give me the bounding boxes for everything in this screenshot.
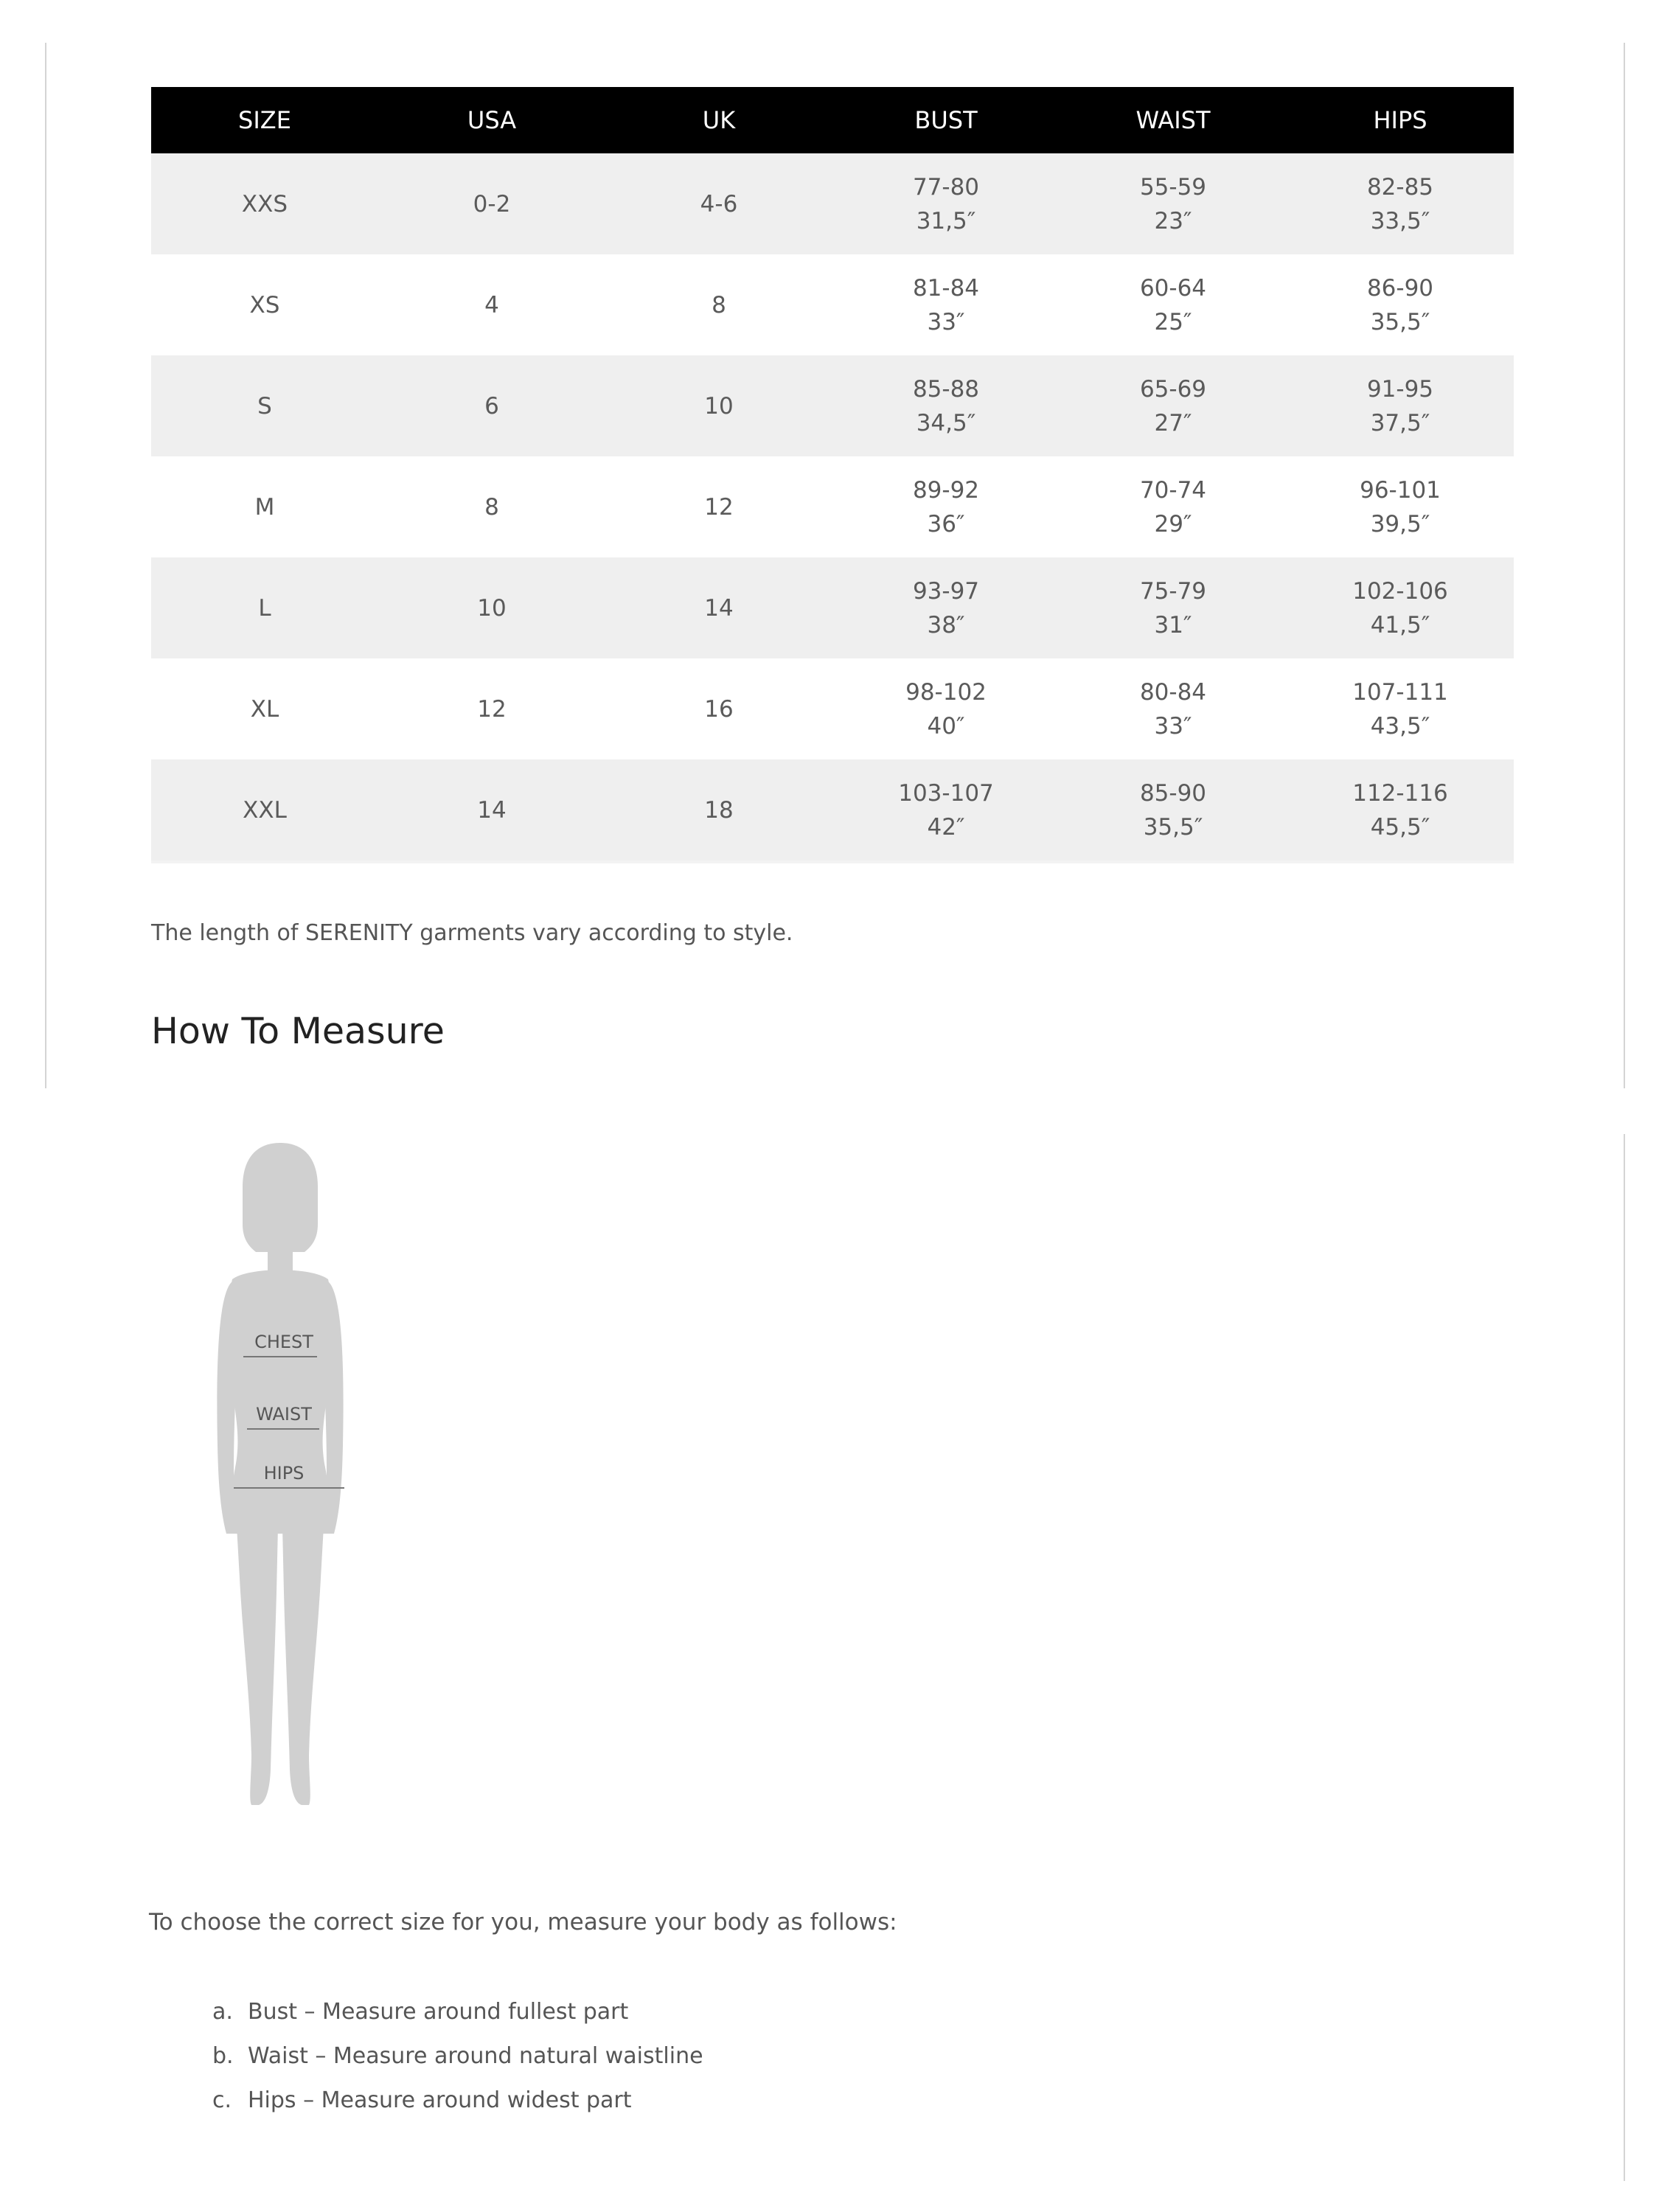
bust-inches: 31,5″ (916, 207, 976, 234)
table-row (151, 456, 1514, 557)
hips-cell (1287, 456, 1514, 557)
bust-inches: 34,5″ (916, 409, 976, 437)
size-cell: XXL (151, 759, 378, 862)
hips-cell (1287, 254, 1514, 355)
size-cell: M (151, 456, 378, 557)
usa-cell: 12 (378, 658, 605, 759)
list-marker: c. (212, 2087, 232, 2113)
list-marker: a. (212, 1999, 233, 2025)
hips-inches: 43,5″ (1370, 712, 1430, 740)
table-row (151, 658, 1514, 759)
hips-cm: 82-85 (1366, 173, 1434, 201)
bust-inches: 33″ (927, 308, 965, 335)
uk-cell: 18 (605, 759, 832, 862)
measure-steps-list (212, 1995, 703, 2128)
size-cell: XL (151, 658, 378, 759)
hips-cm: 91-95 (1366, 375, 1434, 403)
bust-cm: 93-97 (912, 577, 980, 605)
bust-inches: 42″ (927, 813, 965, 841)
bust-inches: 40″ (927, 712, 965, 740)
how-to-measure-heading: How To Measure (151, 1010, 445, 1052)
uk-cell: 16 (605, 658, 832, 759)
hips-label: HIPS (263, 1463, 305, 1484)
bust-cm: 85-88 (912, 375, 980, 403)
size-chart-table (151, 87, 1514, 863)
waist-cell (1060, 759, 1287, 862)
hips-cell (1287, 557, 1514, 658)
chest-label: CHEST (254, 1332, 313, 1352)
usa-cell: 6 (378, 355, 605, 456)
column-header-uk: UK (605, 87, 832, 153)
bust-cell (832, 557, 1060, 658)
bust-cell (832, 658, 1060, 759)
hips-cell (1287, 759, 1514, 862)
usa-cell: 8 (378, 456, 605, 557)
waist-cell (1060, 456, 1287, 557)
list-item (212, 2084, 703, 2128)
list-item-text: Hips – Measure around widest part (248, 2087, 632, 2113)
uk-cell: 10 (605, 355, 832, 456)
waist-inches: 29″ (1154, 510, 1192, 538)
waist-cm: 65-69 (1139, 375, 1207, 403)
bust-cell (832, 153, 1060, 254)
table-row (151, 153, 1514, 254)
bust-cell (832, 759, 1060, 862)
hips-cm: 102-106 (1352, 577, 1448, 605)
hips-inches: 41,5″ (1370, 611, 1430, 639)
waist-inches: 35,5″ (1143, 813, 1203, 841)
column-header-size: SIZE (151, 87, 378, 153)
hips-cm: 112-116 (1352, 779, 1448, 807)
waist-label: WAIST (256, 1404, 312, 1425)
body-silhouette-icon (188, 1135, 372, 1814)
bust-cm: 98-102 (905, 678, 987, 706)
hips-inches: 45,5″ (1370, 813, 1430, 841)
bust-cm: 103-107 (898, 779, 994, 807)
waist-cm: 55-59 (1139, 173, 1207, 201)
uk-cell: 4-6 (605, 153, 832, 254)
waist-inches: 31″ (1154, 611, 1192, 639)
column-header-hips: HIPS (1287, 87, 1514, 153)
waist-inches: 33″ (1154, 712, 1192, 740)
waist-cm: 75-79 (1139, 577, 1207, 605)
list-item-text: Bust – Measure around fullest part (248, 1999, 629, 2025)
hips-cell (1287, 658, 1514, 759)
column-header-waist: WAIST (1060, 87, 1287, 153)
usa-cell: 10 (378, 557, 605, 658)
bust-cell (832, 254, 1060, 355)
hips-inches: 39,5″ (1370, 510, 1430, 538)
bust-cm: 77-80 (912, 173, 980, 201)
waist-cm: 60-64 (1139, 274, 1207, 302)
uk-cell: 14 (605, 557, 832, 658)
bust-cm: 89-92 (912, 476, 980, 504)
hips-cm: 86-90 (1366, 274, 1434, 302)
size-cell: L (151, 557, 378, 658)
bust-inches: 38″ (927, 611, 965, 639)
waist-cell (1060, 658, 1287, 759)
size-cell: XXS (151, 153, 378, 254)
waist-cell (1060, 254, 1287, 355)
table-row (151, 759, 1514, 862)
waist-cell (1060, 153, 1287, 254)
page-edge-rule (1624, 43, 1625, 1088)
usa-cell: 4 (378, 254, 605, 355)
hips-inches: 35,5″ (1370, 308, 1430, 335)
waist-cm: 85-90 (1139, 779, 1207, 807)
hips-cell (1287, 153, 1514, 254)
garment-length-note: The length of SERENITY garments vary according to style. (151, 920, 793, 946)
page-edge-rule (45, 43, 46, 1088)
hips-inches: 33,5″ (1370, 207, 1430, 234)
hips-cm: 107-111 (1352, 678, 1448, 706)
bust-cm: 81-84 (912, 274, 980, 302)
list-item-text: Waist – Measure around natural waistline (248, 2043, 703, 2069)
usa-cell: 0-2 (378, 153, 605, 254)
waist-cm: 80-84 (1139, 678, 1207, 706)
table-row (151, 254, 1514, 355)
page-edge-rule (1624, 1134, 1625, 2181)
uk-cell: 8 (605, 254, 832, 355)
list-item (212, 1995, 703, 2039)
size-cell: XS (151, 254, 378, 355)
usa-cell: 14 (378, 759, 605, 862)
column-header-bust: BUST (832, 87, 1060, 153)
table-row (151, 355, 1514, 456)
waist-cell (1060, 557, 1287, 658)
column-header-usa: USA (378, 87, 605, 153)
waist-inches: 23″ (1154, 207, 1192, 234)
hips-cm: 96-101 (1360, 476, 1441, 504)
list-item (212, 2039, 703, 2084)
uk-cell: 12 (605, 456, 832, 557)
size-chart-header-row (151, 87, 1514, 153)
size-cell: S (151, 355, 378, 456)
hips-inches: 37,5″ (1370, 409, 1430, 437)
waist-cell (1060, 355, 1287, 456)
bust-cell (832, 355, 1060, 456)
bust-inches: 36″ (927, 510, 965, 538)
waist-cm: 70-74 (1139, 476, 1207, 504)
bust-cell (832, 456, 1060, 557)
list-marker: b. (212, 2043, 234, 2069)
table-row (151, 557, 1514, 658)
measure-intro-text: To choose the correct size for you, measure your body as follows: (149, 1909, 897, 1935)
waist-inches: 25″ (1154, 308, 1192, 335)
hips-cell (1287, 355, 1514, 456)
body-measurement-figure (188, 1135, 372, 1814)
waist-inches: 27″ (1154, 409, 1192, 437)
